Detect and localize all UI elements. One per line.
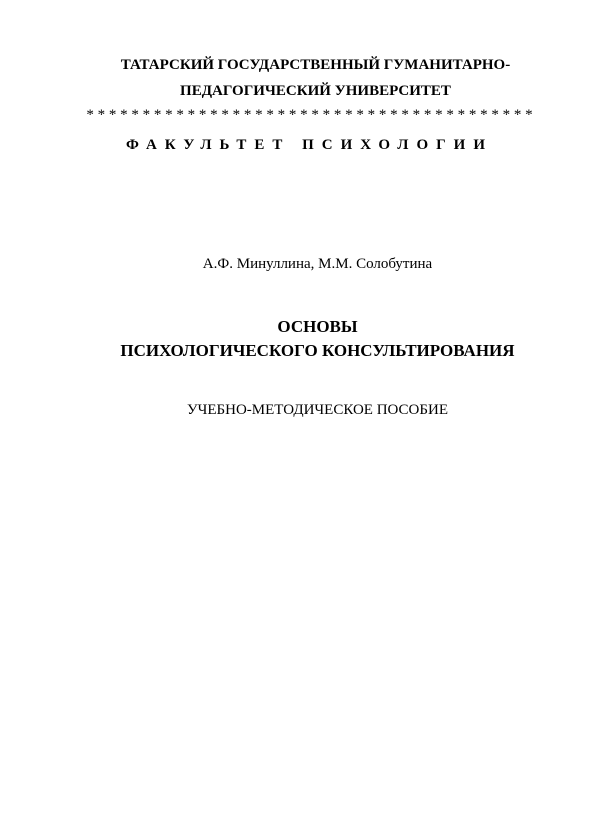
- book-title-line-2: ПСИХОЛОГИЧЕСКОГО КОНСУЛЬТИРОВАНИЯ: [120, 341, 515, 360]
- faculty-name: ФАКУЛЬТЕТ ПСИХОЛОГИИ: [126, 137, 493, 153]
- authors: А.Ф. Минуллина, М.М. Солобутина: [202, 256, 433, 272]
- book-subtitle: УЧЕБНО-МЕТОДИЧЕСКОЕ ПОСОБИЕ: [186, 402, 448, 418]
- university-name-line-1: ТАТАРСКИЙ ГОСУДАРСТВЕННЫЙ ГУМАНИТАРНО-: [120, 57, 511, 73]
- university-name-line-2: ПЕДАГОГИЧЕСКИЙ УНИВЕРСИТЕТ: [180, 83, 451, 99]
- book-title-line-1: ОСНОВЫ: [277, 317, 358, 336]
- asterisk-separator: * * * * * * * * * * * * * * * * * * * * * * * * * * * * * * * * * * * * * * * *: [86, 107, 533, 123]
